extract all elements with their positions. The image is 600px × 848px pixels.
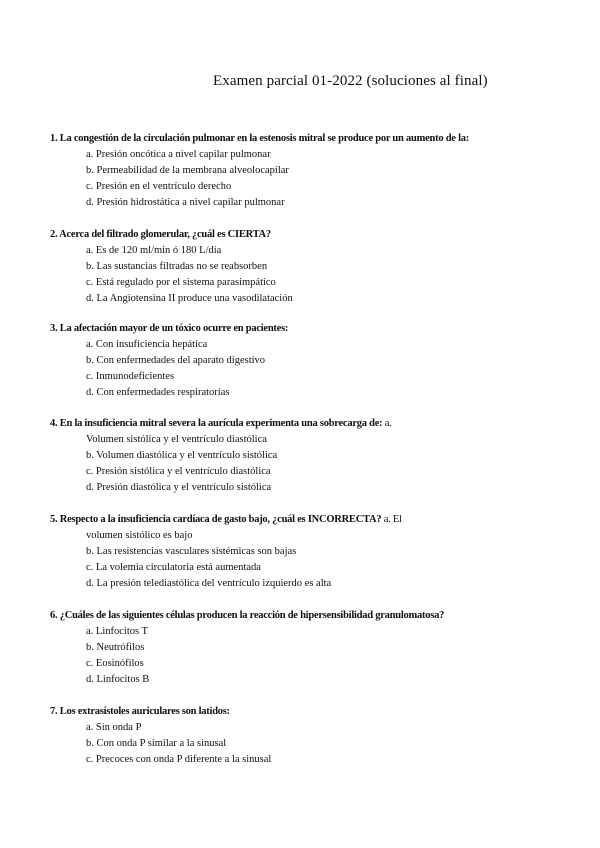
answer-option: Volumen sistólica y el ventrículo diastólica [86,434,267,445]
question-text: 4. En la insuficiencia mitral severa la aurícula experimenta una sobrecarga de: a. [50,418,392,429]
answer-option: a. Es de 120 ml/min ó 180 L/día [86,245,222,256]
question-5 [50,512,570,592]
answer-option: b. Permeabilidad de la membrana alveolocapilar [86,165,289,176]
answer-option: b. Con onda P similar a la sinusal [86,738,227,749]
answer-option: b. Neutrófilos [86,642,145,653]
answer-option: b. Las sustancias filtradas no se reabsorben [86,261,268,272]
answer-option: a. Presión oncótica a nivel capilar pulmonar [86,149,271,160]
question-text: 3. La afectación mayor de un tóxico ocurre en pacientes: [50,323,289,334]
answer-option: b. Las resistencias vasculares sistémicas son bajas [86,546,297,557]
answer-option: c. Está regulado por el sistema parasimpático [86,277,276,288]
question-text: 5. Respecto a la insuficiencia cardíaca de gasto bajo, ¿cuál es INCORRECTA? a. El [50,514,402,525]
answer-option: d. Presión diastólica y el ventrículo sistólica [86,482,272,493]
answer-option: a. Linfocitos T [86,626,148,637]
answer-option: d. Linfocitos B [86,674,150,685]
answer-option: c. Inmunodeficientes [86,371,175,382]
question-3 [50,321,570,401]
answer-option: a. Con insuficiencia hepática [86,339,208,350]
question-6 [50,608,570,688]
answer-option: d. Con enfermedades respiratorias [86,387,230,398]
answer-option: d. La presión telediastólica del ventrículo izquierdo es alta [86,578,332,589]
answer-option: c. La volemia circulatoria está aumentada [86,562,261,573]
question-text: 1. La congestión de la circulación pulmonar en la estenosis mitral se produce por un aumento de la: [50,133,469,144]
answer-option: d. Presión hidrostática a nivel capilar pulmonar [86,197,285,208]
question-2 [50,227,570,307]
answer-option: a. Sin onda P [86,722,142,733]
answer-option: c. Eosinófilos [86,658,144,669]
answer-option: b. Volumen diastólica y el ventrículo sistólica [86,450,278,461]
question-text: 6. ¿Cuáles de las siguientes células producen la reacción de hipersensibilidad granulomatosa? [50,610,445,621]
answer-option: c. Presión sistólica y el ventrículo diastólica [86,466,271,477]
answer-option: c. Presión en el ventrículo derecho [86,181,232,192]
page-title: Examen parcial 01-2022 (soluciones al final) [213,73,488,89]
question-7 [50,704,570,768]
answer-option: volumen sistólico es bajo [86,530,193,541]
question-1 [50,131,570,211]
question-4 [50,416,570,496]
answer-option: d. La Angiotensina II produce una vasodilatación [86,293,293,304]
question-text: 2. Acerca del filtrado glomerular, ¿cuál es CIERTA? [50,229,271,240]
answer-option: c. Precoces con onda P diferente a la sinusal [86,754,272,765]
answer-option: b. Con enfermedades del aparato digestivo [86,355,266,366]
question-text: 7. Los extrasístoles auriculares son latidos: [50,706,230,717]
